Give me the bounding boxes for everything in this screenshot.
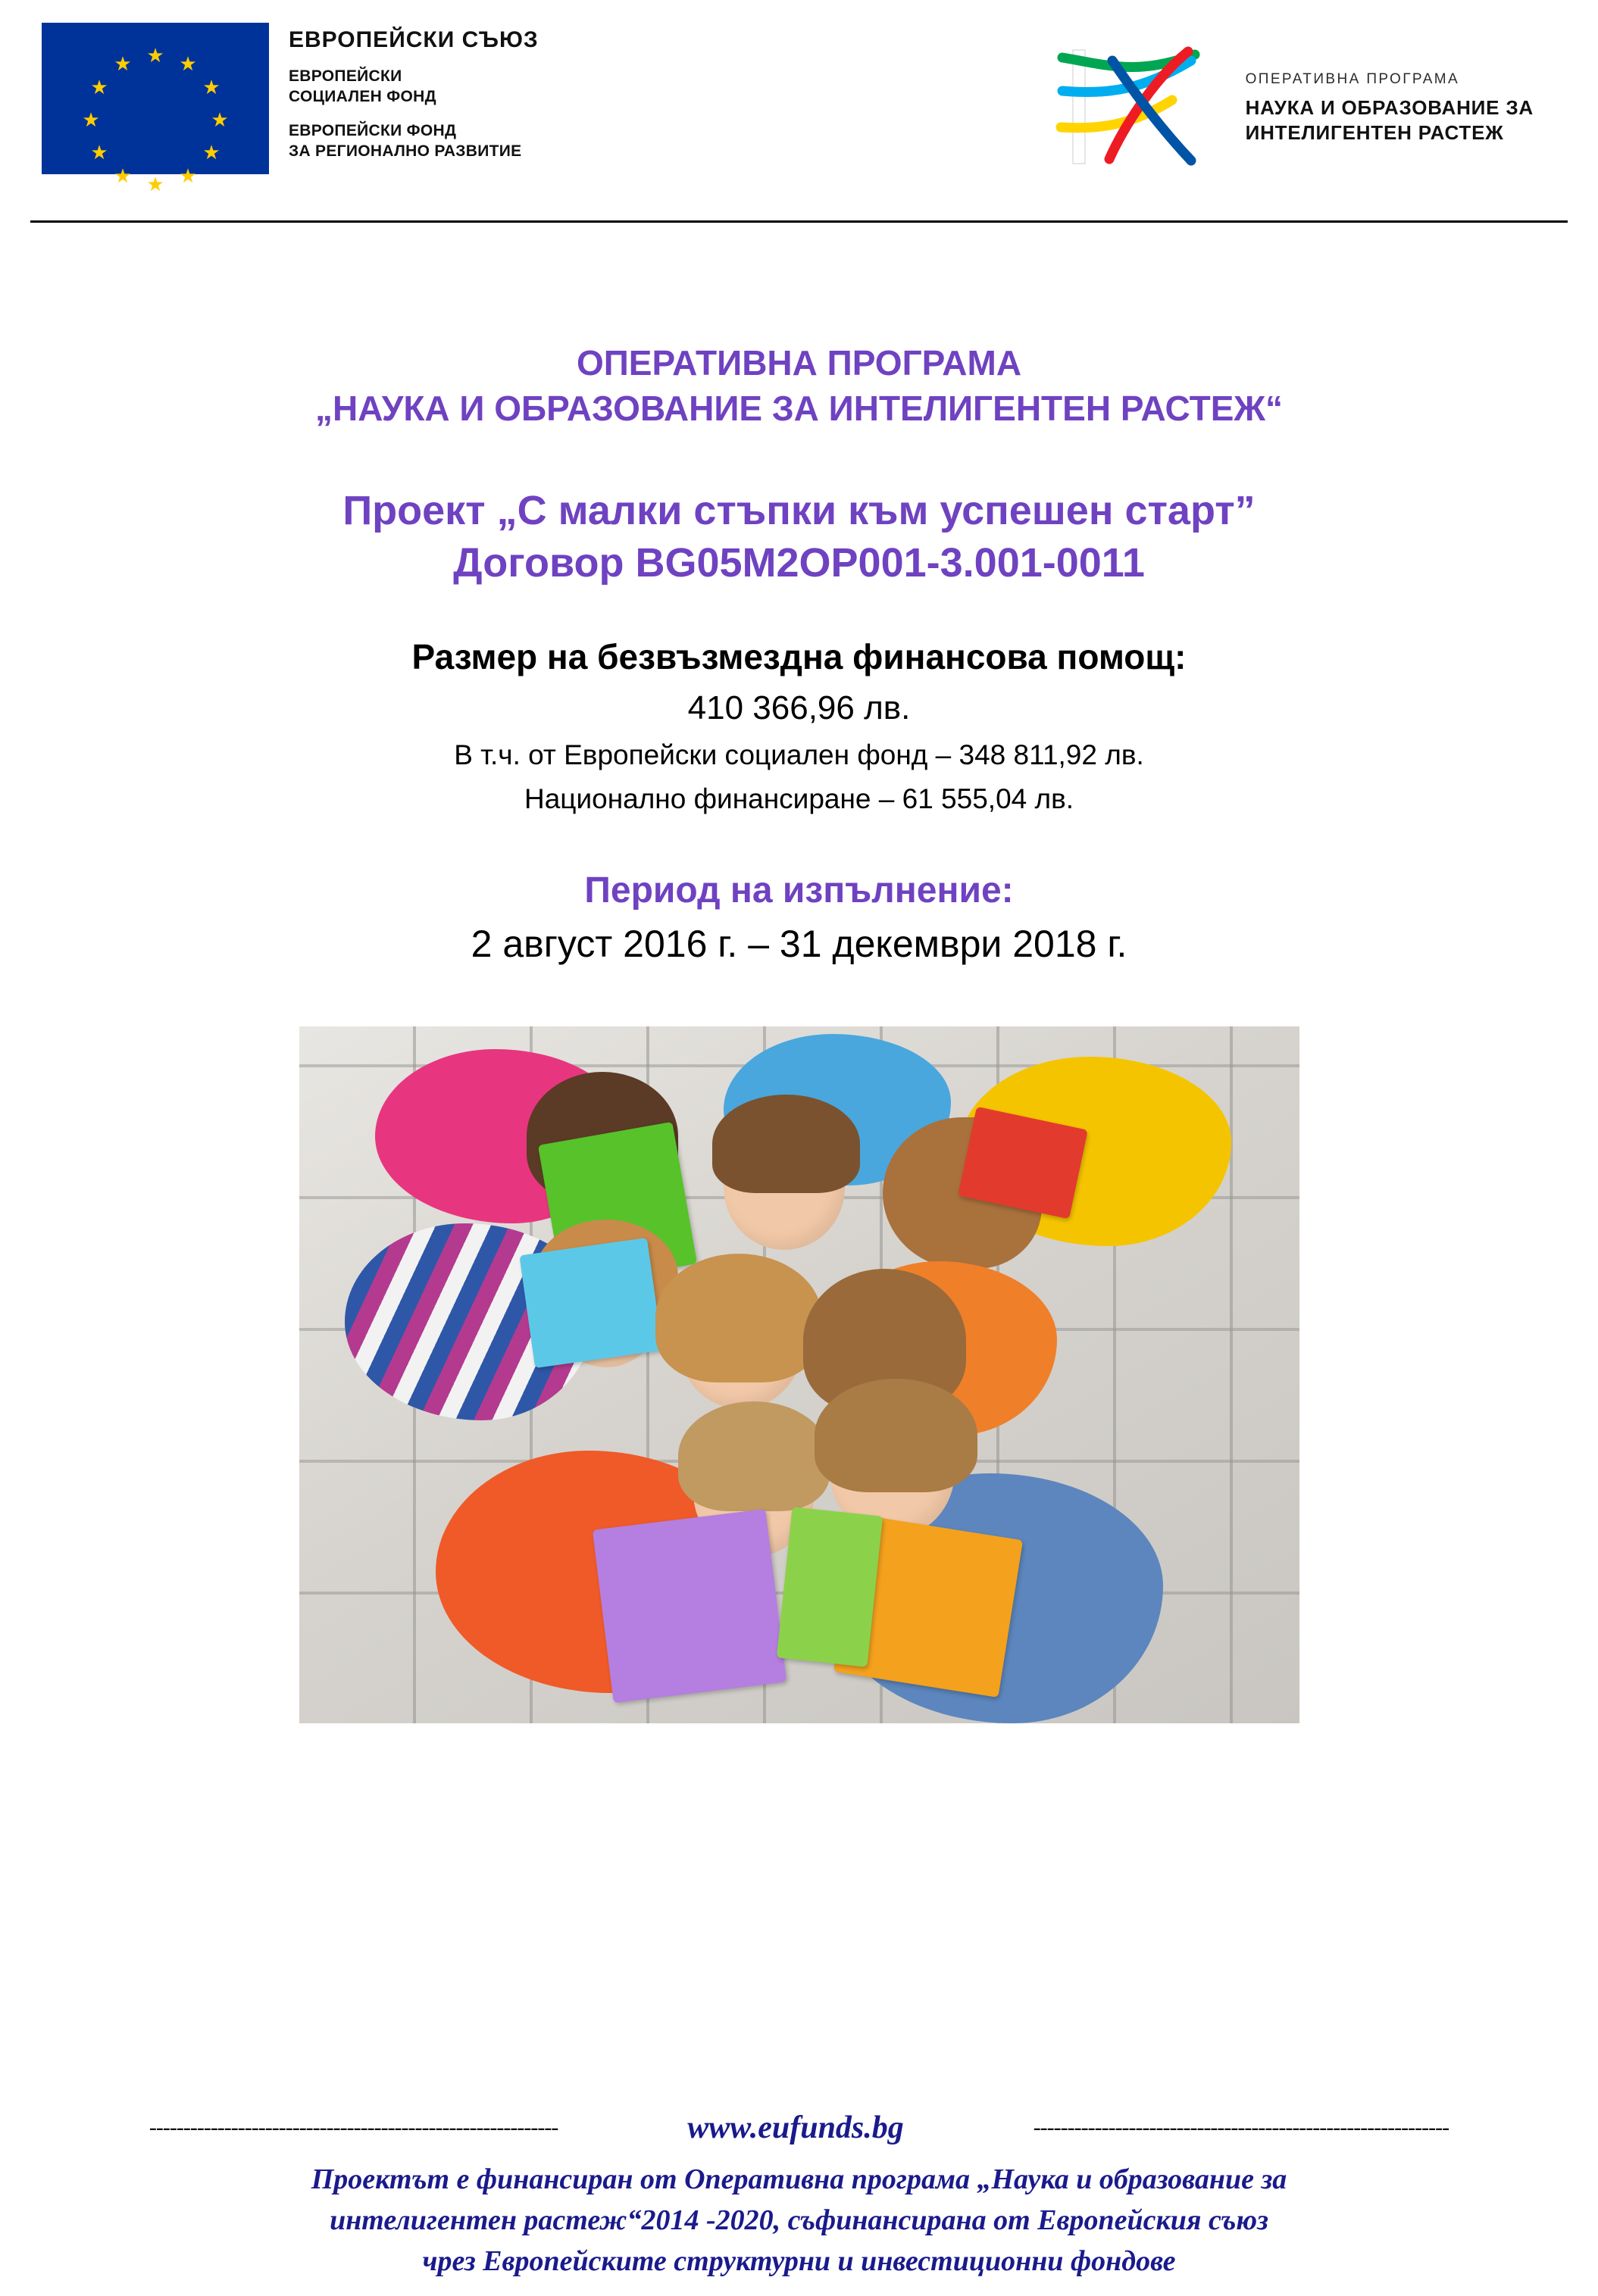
program-title-line2: „НАУКА И ОБРАЗОВАНИЕ ЗА ИНТЕЛИГЕНТЕН РАСТЕЖ“	[315, 388, 1283, 428]
eu-fund1-line2: СОЦИАЛЕН ФОНД	[289, 87, 436, 105]
website-line	[30, 2110, 1568, 2146]
document-body	[0, 341, 1598, 1723]
op-logo-line1: ОПЕРАТИВНА ПРОГРАМА	[1245, 71, 1460, 87]
photo-book	[592, 1509, 786, 1703]
photo-child-hair	[712, 1095, 860, 1193]
photo-book	[776, 1507, 882, 1667]
document-footer	[0, 2110, 1598, 2282]
grant-amount: 410 366,96 лв.	[687, 689, 911, 726]
eu-flag-icon: ★ ★ ★ ★ ★ ★ ★ ★ ★ ★ ★ ★	[42, 23, 269, 174]
program-title-line1: ОПЕРАТИВНА ПРОГРАМА	[576, 343, 1022, 383]
footer-disclaimer-line3: чрез Европейските структурни и инвестиционни фондове	[422, 2245, 1176, 2278]
contract-number: Договор BG05M2OP001-3.001-0011	[453, 539, 1145, 586]
photo-book	[519, 1238, 662, 1368]
document-header	[0, 0, 1598, 227]
period-label: Период на изпълнение:	[584, 870, 1014, 911]
eu-fund2-line2: ЗА РЕГИОНАЛНО РАЗВИТИЕ	[289, 142, 522, 160]
footer-dashes-left: ------------------------------------------------------------	[149, 2115, 558, 2141]
eu-emblem-block	[42, 23, 539, 195]
photo-container	[68, 1026, 1530, 1723]
op-logo-line2b: ИНТЕЛИГЕНТЕН РАСТЕЖ	[1245, 120, 1504, 144]
children-photo	[299, 1026, 1299, 1723]
grant-label: Размер на безвъзмездна финансова помощ:	[411, 636, 1187, 676]
grant-national-amount: Национално финансиране – 61 555,04 лв.	[524, 783, 1074, 814]
program-title	[68, 341, 1530, 432]
period-value: 2 август 2016 г. – 31 декември 2018 г.	[471, 922, 1127, 965]
op-logo-block	[1040, 23, 1556, 170]
eu-fund1-line1: ЕВРОПЕЙСКИ	[289, 67, 402, 85]
project-name: Проект „С малки стъпки към успешен старт”	[342, 487, 1256, 533]
eu-title: ЕВРОПЕЙСКИ СЪЮЗ	[289, 27, 539, 52]
op-logo-line2a: НАУКА И ОБРАЗОВАНИЕ ЗА	[1245, 96, 1534, 119]
photo-child-hair	[815, 1379, 977, 1492]
photo-child-hair	[655, 1254, 822, 1382]
footer-disclaimer-line1: Проектът е финансиран от Оперативна програма „Наука и образование за	[311, 2163, 1287, 2196]
header-divider	[30, 220, 1568, 223]
eufunds-link[interactable]: www.eufunds.bg	[687, 2110, 904, 2146]
footer-disclaimer-line2: интелигентен растеж“2014 -2020, съфинансирана от Европейския съюз	[330, 2204, 1268, 2237]
footer-dashes-right: -------------------------------------------------------------	[1033, 2115, 1449, 2141]
photo-child-hair	[678, 1401, 830, 1511]
project-title	[68, 485, 1530, 589]
footer-disclaimer	[30, 2160, 1568, 2282]
eu-fund2-line1: ЕВРОПЕЙСКИ ФОНД	[289, 121, 457, 139]
op-program-logo-icon	[1040, 45, 1229, 170]
grant-esf-amount: В т.ч. от Европейски социален фонд – 348 811,92 лв.	[454, 739, 1144, 770]
